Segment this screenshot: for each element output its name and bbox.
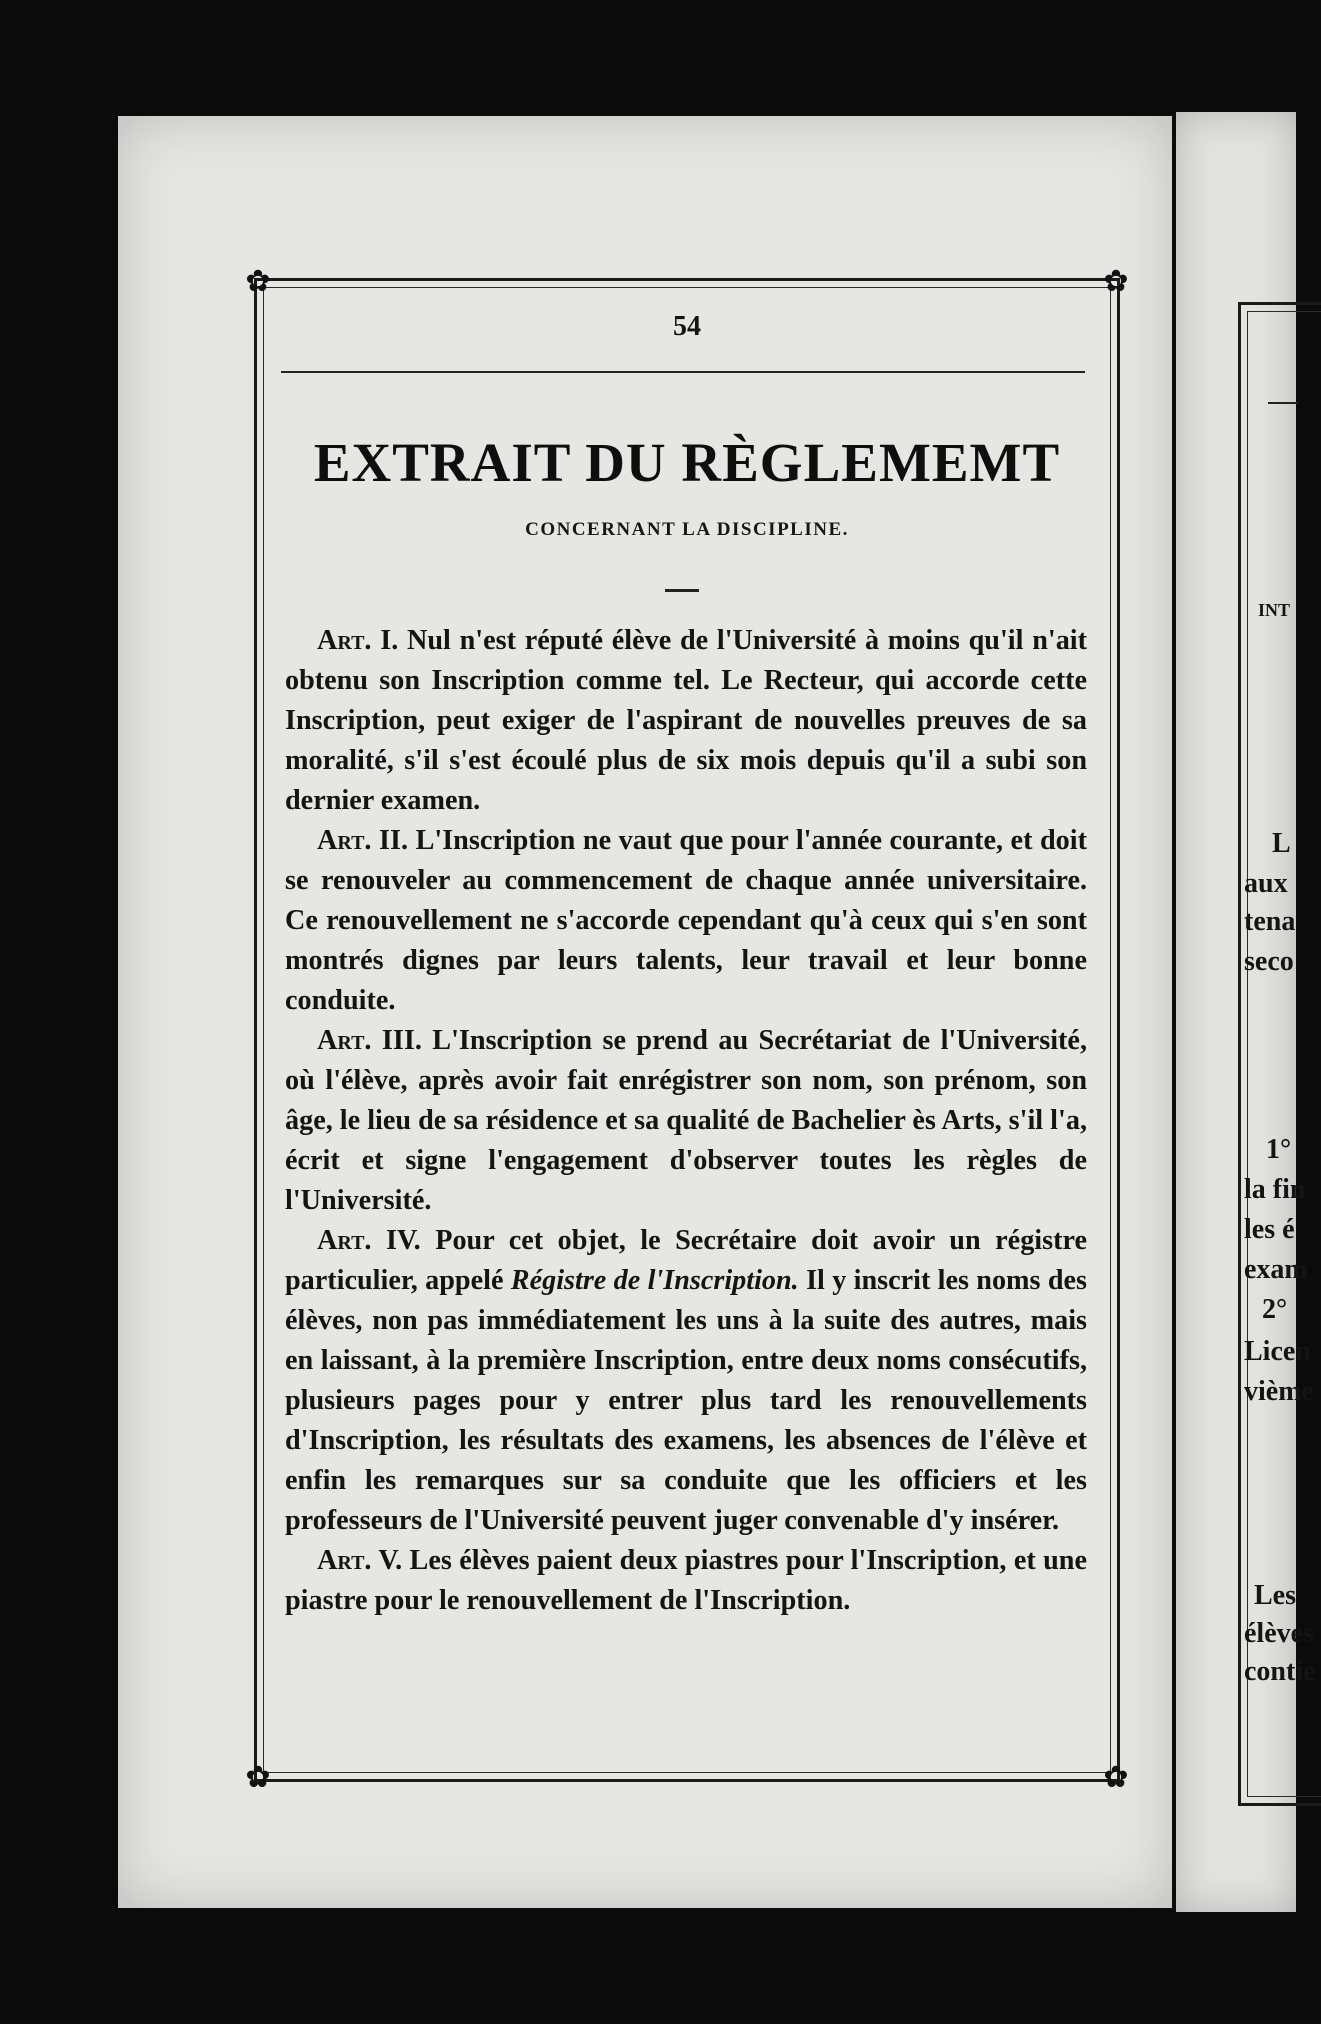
right-page-rule xyxy=(1268,402,1298,404)
right-page-fragment: élèves xyxy=(1244,1618,1314,1649)
right-page-fragment: les é xyxy=(1244,1214,1295,1245)
article-text: L'Inscription ne vaut que pour l'année courante, et doit se renouveler au commencement de chaque année universitaire. Ce renouvellement ne s'accorde cependant qu'à ceux qui s'en sont montrés dignes par leurs talents, leur travail et leur bonne conduite. xyxy=(285,825,1087,1016)
right-page-fragment: la fin xyxy=(1244,1174,1306,1205)
article-label: Art. I. xyxy=(317,625,399,656)
right-page-fragment: contie xyxy=(1244,1656,1316,1687)
right-page-fragment: aux xyxy=(1244,868,1288,899)
fleuron-corner-icon: ✿ xyxy=(1103,264,1129,299)
article-label: Art. IV. xyxy=(317,1225,421,1256)
article-text: Pour cet objet, le Secrétaire doit avoir un régistre particulier, appelé xyxy=(285,1225,1087,1296)
article-3 xyxy=(285,1021,1087,1221)
header-rule xyxy=(281,371,1085,373)
article-text: Nul n'est réputé élève de l'Université à moins qu'il n'ait obtenu son Inscription comme tel. Le Recteur, qui accorde cette Inscription, peut exiger de l'aspirant de nouvelles preuves de sa moralité, s'il s'est écoulé plus de six mois depuis qu'il a subi son dernier examen. xyxy=(285,625,1088,816)
right-page-fragment: INT xyxy=(1258,600,1291,620)
right-page-fragment: 1° xyxy=(1266,1134,1292,1165)
page-number: 54 xyxy=(673,311,701,342)
right-page-fragment: Licen xyxy=(1244,1336,1311,1367)
article-text: L'Inscription se prend au Secrétariat de l'Université, où l'élève, après avoir fait enrégistrer son nom, son prénom, son âge, le lieu de sa résidence et sa qualité de Bachelier ès Arts, s'il l'a, écrit et signe l'engagement d'observer toutes les règles de l'Université. xyxy=(285,1025,1087,1216)
article-5 xyxy=(285,1541,1087,1621)
article-2 xyxy=(285,821,1087,1021)
fleuron-corner-icon: ✿ xyxy=(245,264,271,299)
right-page-fragment: L xyxy=(1272,828,1291,859)
fleuron-corner-icon: ✿ xyxy=(245,1760,271,1795)
right-page-fragment: exam xyxy=(1244,1254,1308,1285)
article-4 xyxy=(285,1221,1087,1541)
article-text: Il y inscrit les noms des élèves, non pas immédiatement les uns à la suite des autres, mais en laissant, à la première Inscription, entre deux noms consécutifs, plusieurs pages pour y entrer plus tard les renouvellements d'Inscription, les résultats des examens, les absences de l'élève et enfin les remarques sur sa conduite que les officiers et les professeurs de l'Université peuvent juger convenable d'y insérer. xyxy=(285,1265,1087,1536)
article-text: Les élèves paient deux piastres pour l'Inscription, et une piastre pour le renouvellement de l'Inscription. xyxy=(285,1545,1087,1616)
register-name: Régistre de l'Inscription. xyxy=(510,1265,799,1296)
regulation-text xyxy=(285,621,1087,1621)
right-page-fragment: 2° xyxy=(1262,1294,1288,1325)
right-page-fragment: tena xyxy=(1244,906,1296,937)
section-divider xyxy=(665,589,699,592)
right-page-fragment: seco xyxy=(1244,946,1294,977)
fleuron-corner-icon: ✿ xyxy=(1103,1760,1129,1795)
right-page-fragment: vième xyxy=(1244,1376,1314,1407)
page-title: EXTRAIT DU RÈGLEMEMT xyxy=(313,432,1061,493)
page-subtitle: CONCERNANT LA DISCIPLINE. xyxy=(525,519,849,540)
article-label: Art. III. xyxy=(317,1025,422,1056)
right-page-fragment: Les xyxy=(1254,1580,1296,1611)
article-1 xyxy=(285,621,1087,821)
page-border-frame xyxy=(245,264,1129,1795)
article-label: Art. V. xyxy=(317,1545,403,1576)
article-label: Art. II. xyxy=(317,825,409,856)
